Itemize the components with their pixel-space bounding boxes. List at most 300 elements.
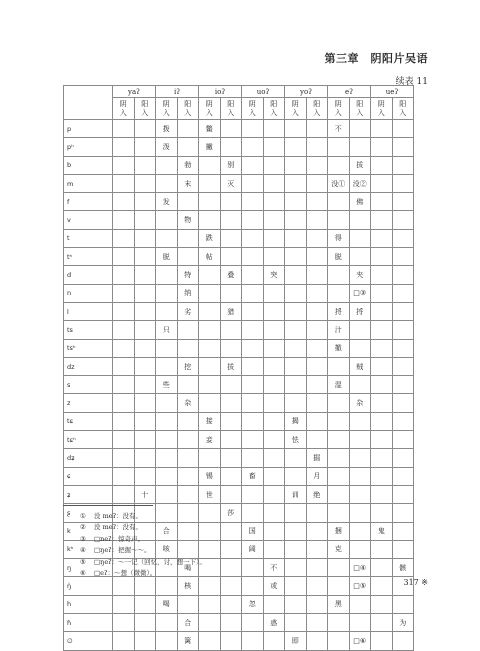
table-cell: 佛: [349, 193, 371, 211]
table-cell: [199, 193, 221, 211]
table-cell: [392, 174, 414, 192]
table-row: [64, 357, 414, 375]
table-cell: [156, 357, 178, 375]
table-cell: [134, 376, 156, 394]
table-cell: 没①: [328, 174, 350, 192]
table-cell: 没②: [349, 174, 371, 192]
table-cell: [220, 193, 242, 211]
table-cell: 或: [263, 577, 285, 595]
footnote-text: 没 meʔ：没有。: [94, 512, 143, 520]
table-row: [64, 376, 414, 394]
table-cell: [177, 449, 199, 467]
table-cell: [371, 229, 393, 247]
table-cell: [156, 229, 178, 247]
footnote-item: [80, 557, 206, 568]
table-cell: [156, 211, 178, 229]
table-cell: 突: [263, 266, 285, 284]
table-cell: 合: [156, 522, 178, 540]
footnotes: [80, 511, 206, 579]
footnote-text: □ŋeʔ：把握～～。: [94, 546, 151, 555]
table-cell: [349, 138, 371, 156]
table-cell: 脱: [328, 248, 350, 266]
table-cell: [306, 211, 328, 229]
table-row: [64, 211, 414, 229]
table-cell: [134, 138, 156, 156]
table-cell: 末: [177, 174, 199, 192]
table-cell: [177, 321, 199, 339]
table-cell: 不: [263, 559, 285, 577]
table-cell: [220, 577, 242, 595]
table-cell: [306, 266, 328, 284]
table-cell: 合: [177, 614, 199, 632]
initial-label: ∅: [64, 632, 113, 650]
table-cell: [328, 577, 350, 595]
table-cell: [328, 467, 350, 485]
table-row: [64, 138, 414, 156]
table-cell: 怯: [285, 431, 307, 449]
table-cell: [263, 248, 285, 266]
table-cell: [242, 284, 264, 302]
table-cell: [328, 449, 350, 467]
table-cell: [113, 376, 135, 394]
table-cell: [134, 577, 156, 595]
table-cell: [392, 431, 414, 449]
table-cell: [349, 449, 371, 467]
table-cell: [199, 449, 221, 467]
table-cell: [263, 339, 285, 357]
table-cell: [113, 614, 135, 632]
table-cell: [242, 485, 264, 503]
tone-header: 阳 入: [392, 98, 414, 120]
initial-label: z: [64, 394, 113, 412]
table-cell: [242, 577, 264, 595]
table-cell: [177, 412, 199, 430]
table-cell: [371, 614, 393, 632]
table-row: [64, 266, 414, 284]
table-cell: [328, 266, 350, 284]
table-cell: [263, 467, 285, 485]
initial-label: tʰ: [64, 248, 113, 266]
table-cell: [263, 120, 285, 138]
table-row: [64, 302, 414, 320]
table-cell: [134, 284, 156, 302]
table-cell: [242, 376, 264, 394]
table-caption: 续表 11: [395, 77, 428, 87]
table-cell: [220, 431, 242, 449]
table-cell: [199, 357, 221, 375]
table-cell: [113, 229, 135, 247]
table-cell: 得: [328, 229, 350, 247]
table-cell: [285, 266, 307, 284]
table-cell: [306, 504, 328, 522]
table-cell: [392, 302, 414, 320]
table-cell: [371, 540, 393, 558]
table-cell: [306, 321, 328, 339]
table-cell: [371, 266, 393, 284]
table-cell: [306, 156, 328, 174]
table-cell: [392, 339, 414, 357]
table-cell: [242, 357, 264, 375]
table-cell: [134, 595, 156, 613]
table-cell: 拔: [220, 357, 242, 375]
table-cell: 汁: [328, 321, 350, 339]
table-cell: [177, 376, 199, 394]
table-cell: [263, 595, 285, 613]
table-cell: [220, 522, 242, 540]
table-cell: 为: [392, 614, 414, 632]
table-cell: [349, 467, 371, 485]
table-cell: [328, 632, 350, 650]
table-cell: [263, 284, 285, 302]
table-cell: [177, 339, 199, 357]
table-cell: [285, 394, 307, 412]
table-cell: [113, 284, 135, 302]
tone-header: 阴 入: [156, 98, 178, 120]
table-cell: [134, 321, 156, 339]
table-cell: 特: [177, 266, 199, 284]
table-cell: 些: [156, 376, 178, 394]
table-cell: [242, 321, 264, 339]
table-cell: 绝: [306, 485, 328, 503]
table-cell: [371, 412, 393, 430]
table-cell: [113, 595, 135, 613]
initial-label: p: [64, 120, 113, 138]
corner-cell: [64, 86, 113, 120]
table-cell: [113, 266, 135, 284]
table-cell: [263, 321, 285, 339]
table-cell: [328, 485, 350, 503]
table-cell: [349, 376, 371, 394]
table-cell: [242, 266, 264, 284]
table-cell: [199, 595, 221, 613]
table-cell: 月: [306, 467, 328, 485]
table-cell: [285, 449, 307, 467]
page-number: 317 ※: [403, 578, 428, 587]
table-cell: [263, 174, 285, 192]
table-cell: [220, 376, 242, 394]
table-cell: [285, 614, 307, 632]
table-cell: 黑: [328, 595, 350, 613]
table-cell: [199, 321, 221, 339]
table-cell: [220, 229, 242, 247]
table-cell: 劣: [177, 302, 199, 320]
table-cell: [242, 193, 264, 211]
table-cell: [113, 632, 135, 650]
table-cell: [199, 211, 221, 229]
table-row: [64, 577, 414, 595]
footnote-number: ①: [80, 512, 86, 520]
table-cell: [199, 394, 221, 412]
table-cell: 猎: [220, 302, 242, 320]
table-cell: [220, 467, 242, 485]
table-cell: [392, 120, 414, 138]
table-cell: [263, 632, 285, 650]
table-cell: [392, 376, 414, 394]
table-cell: [371, 174, 393, 192]
table-cell: 阔: [242, 540, 264, 558]
initial-label: s: [64, 376, 113, 394]
table-cell: [134, 266, 156, 284]
table-cell: 咳: [156, 540, 178, 558]
table-cell: [242, 559, 264, 577]
table-cell: 捆: [328, 522, 350, 540]
table-cell: [220, 485, 242, 503]
table-cell: [371, 321, 393, 339]
table-row: [64, 632, 414, 650]
table-cell: [220, 559, 242, 577]
table-row: [64, 449, 414, 467]
table-cell: [134, 156, 156, 174]
table-cell: [199, 376, 221, 394]
table-cell: [328, 614, 350, 632]
final-header: uoʔ: [242, 86, 285, 98]
table-cell: [349, 211, 371, 229]
table-row: [64, 248, 414, 266]
footnote-item: [80, 568, 206, 579]
table-cell: [328, 156, 350, 174]
table-cell: 杂: [349, 394, 371, 412]
table-cell: 夹: [349, 266, 371, 284]
table-cell: 惑: [263, 614, 285, 632]
table-cell: [242, 614, 264, 632]
table-cell: [113, 138, 135, 156]
table-cell: [306, 376, 328, 394]
initial-label: d: [64, 266, 113, 284]
table-cell: 训: [285, 485, 307, 503]
table-cell: [349, 229, 371, 247]
initial-label: v: [64, 211, 113, 229]
table-cell: 撤: [328, 339, 350, 357]
table-cell: [285, 229, 307, 247]
table-cell: [306, 632, 328, 650]
table-row: [64, 339, 414, 357]
table-row: [64, 284, 414, 302]
table-row: [64, 174, 414, 192]
table-row: [64, 595, 414, 613]
table-cell: [220, 284, 242, 302]
table-cell: [371, 595, 393, 613]
final-header: iʔ: [156, 86, 199, 98]
initial-label: kʰ: [64, 540, 113, 558]
table-cell: [392, 632, 414, 650]
table-cell: [177, 120, 199, 138]
table-cell: [242, 229, 264, 247]
table-cell: [263, 376, 285, 394]
initial-label: l: [64, 302, 113, 320]
table-cell: [220, 120, 242, 138]
table-cell: [285, 248, 307, 266]
table-cell: [285, 302, 307, 320]
table-cell: 跌: [199, 229, 221, 247]
initial-label: f: [64, 193, 113, 211]
table-cell: [134, 431, 156, 449]
table-cell: [392, 138, 414, 156]
table-row: [64, 431, 414, 449]
table-cell: [392, 156, 414, 174]
table-cell: [220, 614, 242, 632]
table-cell: [285, 467, 307, 485]
table-cell: [285, 339, 307, 357]
table-cell: [285, 211, 307, 229]
tone-header: 阳 入: [349, 98, 371, 120]
table-cell: [328, 394, 350, 412]
table-cell: [242, 412, 264, 430]
tone-header: 阴 入: [199, 98, 221, 120]
table-cell: [156, 156, 178, 174]
table-cell: [371, 632, 393, 650]
chapter-title: 第三章 阴阳片吴语: [324, 52, 428, 65]
table-cell: [220, 449, 242, 467]
table-cell: [306, 302, 328, 320]
table-cell: [285, 522, 307, 540]
table-cell: [113, 394, 135, 412]
table-cell: [177, 248, 199, 266]
table-cell: [392, 394, 414, 412]
table-cell: [156, 394, 178, 412]
tone-header: 阴 入: [285, 98, 307, 120]
table-cell: [113, 467, 135, 485]
table-cell: [177, 193, 199, 211]
table-cell: [349, 504, 371, 522]
table-cell: [263, 412, 285, 430]
table-cell: [392, 229, 414, 247]
table-cell: [156, 174, 178, 192]
table-cell: [371, 120, 393, 138]
initial-label: k: [64, 522, 113, 540]
footnote-item: [80, 511, 206, 522]
table-row: [64, 412, 414, 430]
table-cell: [177, 595, 199, 613]
initial-label: n: [64, 284, 113, 302]
table-cell: [134, 614, 156, 632]
tone-header: 阳 入: [134, 98, 156, 120]
table-cell: [392, 211, 414, 229]
table-cell: [328, 284, 350, 302]
table-cell: [220, 339, 242, 357]
table-row: [64, 485, 414, 503]
table-cell: [199, 614, 221, 632]
table-cell: [156, 431, 178, 449]
table-cell: 只: [156, 321, 178, 339]
table-cell: 妾: [199, 431, 221, 449]
table-cell: [306, 577, 328, 595]
table-cell: [113, 485, 135, 503]
table-cell: [306, 193, 328, 211]
final-header: ueʔ: [371, 86, 414, 98]
table-cell: [113, 357, 135, 375]
table-cell: 贼: [349, 357, 371, 375]
table-cell: [285, 193, 307, 211]
table-cell: [392, 321, 414, 339]
final-header: yoʔ: [285, 86, 328, 98]
table-cell: [349, 412, 371, 430]
table-cell: 接: [199, 412, 221, 430]
footnote-item: [80, 522, 206, 533]
table-cell: [392, 522, 414, 540]
table-cell: 骸: [392, 559, 414, 577]
footnote-text: □neʔ：惊奇声。: [94, 534, 145, 543]
table-cell: [113, 339, 135, 357]
table-cell: [177, 431, 199, 449]
table-cell: [263, 357, 285, 375]
table-cell: [306, 412, 328, 430]
initial-label: ɕ: [64, 467, 113, 485]
table-cell: 核: [177, 577, 199, 595]
table-cell: [263, 156, 285, 174]
table-cell: 即: [285, 632, 307, 650]
table-cell: [113, 193, 135, 211]
table-cell: □⑤: [349, 577, 371, 595]
tone-header: 阴 入: [113, 98, 135, 120]
table-cell: [134, 174, 156, 192]
initial-label: ɦ: [64, 614, 113, 632]
table-cell: 忽: [242, 595, 264, 613]
table-cell: [306, 559, 328, 577]
table-cell: 别: [220, 156, 242, 174]
table-cell: [371, 431, 393, 449]
table-cell: [242, 504, 264, 522]
table-cell: [134, 412, 156, 430]
table-cell: [285, 156, 307, 174]
table-cell: 畜: [242, 467, 264, 485]
initial-label: ʂ: [64, 504, 113, 522]
initial-label: ʑ: [64, 485, 113, 503]
table-cell: [242, 302, 264, 320]
tone-header: 阳 入: [263, 98, 285, 120]
table-cell: [199, 156, 221, 174]
table-cell: [392, 485, 414, 503]
table-cell: [285, 504, 307, 522]
table-cell: [349, 485, 371, 503]
table-cell: [113, 302, 135, 320]
initial-label: dz: [64, 357, 113, 375]
table-cell: [392, 595, 414, 613]
table-cell: [242, 156, 264, 174]
table-cell: 物: [177, 211, 199, 229]
table-cell: 帖: [199, 248, 221, 266]
table-cell: [242, 632, 264, 650]
table-row: [64, 321, 414, 339]
table-cell: [113, 248, 135, 266]
table-cell: [285, 174, 307, 192]
footnote-item: [80, 534, 206, 545]
final-header: eʔ: [328, 86, 371, 98]
table-cell: 捋: [328, 302, 350, 320]
table-cell: [113, 431, 135, 449]
table-row: [64, 156, 414, 174]
table-cell: [392, 540, 414, 558]
table-cell: [371, 339, 393, 357]
table-cell: [371, 284, 393, 302]
tone-header: 阳 入: [220, 98, 242, 120]
table-cell: 拔: [349, 156, 371, 174]
table-cell: [134, 357, 156, 375]
table-cell: [371, 394, 393, 412]
table-cell: [113, 412, 135, 430]
table-cell: [156, 632, 178, 650]
table-cell: [113, 174, 135, 192]
table-cell: [220, 321, 242, 339]
table-cell: [392, 504, 414, 522]
table-cell: [306, 284, 328, 302]
table-cell: [371, 467, 393, 485]
table-cell: 喝: [156, 595, 178, 613]
table-cell: [371, 577, 393, 595]
table-cell: [285, 376, 307, 394]
table-cell: [371, 485, 393, 503]
table-cell: [134, 302, 156, 320]
table-cell: [328, 412, 350, 430]
